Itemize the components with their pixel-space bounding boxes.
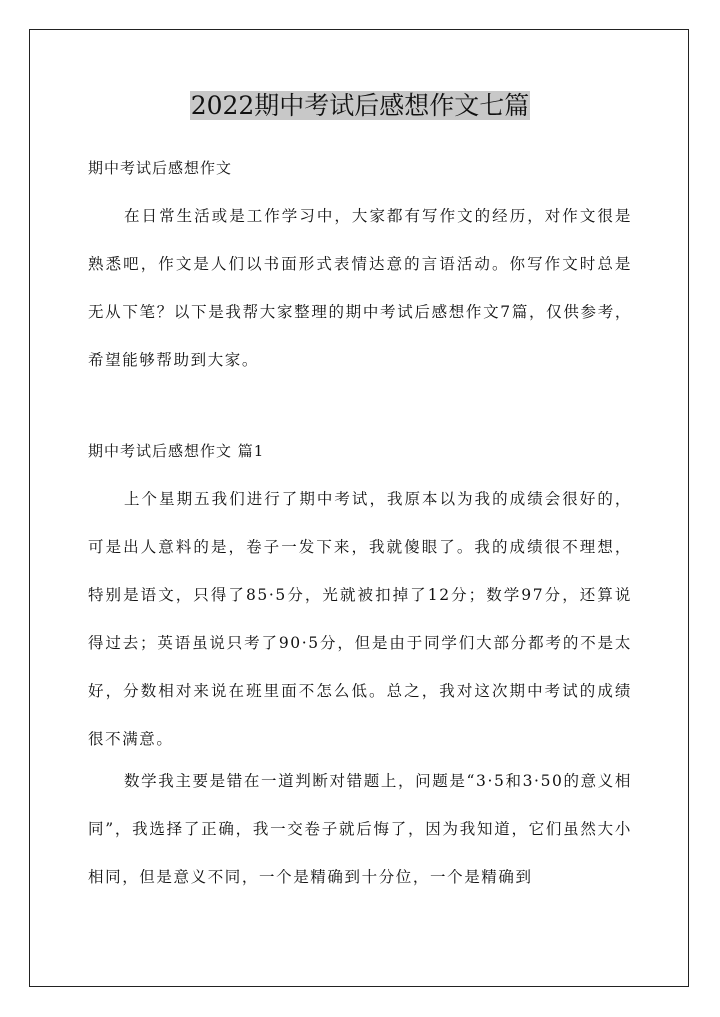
document-title — [0, 86, 720, 126]
article1-heading: 期中考试后感想作文 篇1 — [88, 442, 265, 460]
intro-paragraph: 在日常生活或是工作学习中，大家都有写作文的经历，对作文很是熟悉吧，作文是人们以书面形式表情达意的言语活动。你写作文时总是无从下笔？以下是我帮大家整理的期中考试后感想作文7篇，仅供参考，希望能够帮助到大家。 — [88, 207, 632, 369]
article1-paragraph-1: 上个星期五我们进行了期中考试，我原本以为我的成绩会很好的，可是出人意料的是，卷子一发下来，我就傻眼了。我的成绩很不理想，特别是语文，只得了85·5分，光就被扣掉了12分；数学97分，还算说得过去；英语虽说只考了90·5分，但是由于同学们大部分都考的不是太好，分数相对来说在班里面不怎么低。总之，我对这次期中考试的成绩很不满意。 — [88, 490, 632, 748]
article1-paragraph-2: 数学我主要是错在一道判断对错题上，问题是“3·5和3·50的意义相同”，我选择了正确，我一交卷子就后悔了，因为我知道，它们虽然大小相同，但是意义不同，一个是精确到十分位，一个是精确到 — [88, 772, 632, 886]
intro-heading: 期中考试后感想作文 — [88, 159, 233, 177]
title-text: 2022期中考试后感想作文七篇 — [190, 91, 530, 120]
